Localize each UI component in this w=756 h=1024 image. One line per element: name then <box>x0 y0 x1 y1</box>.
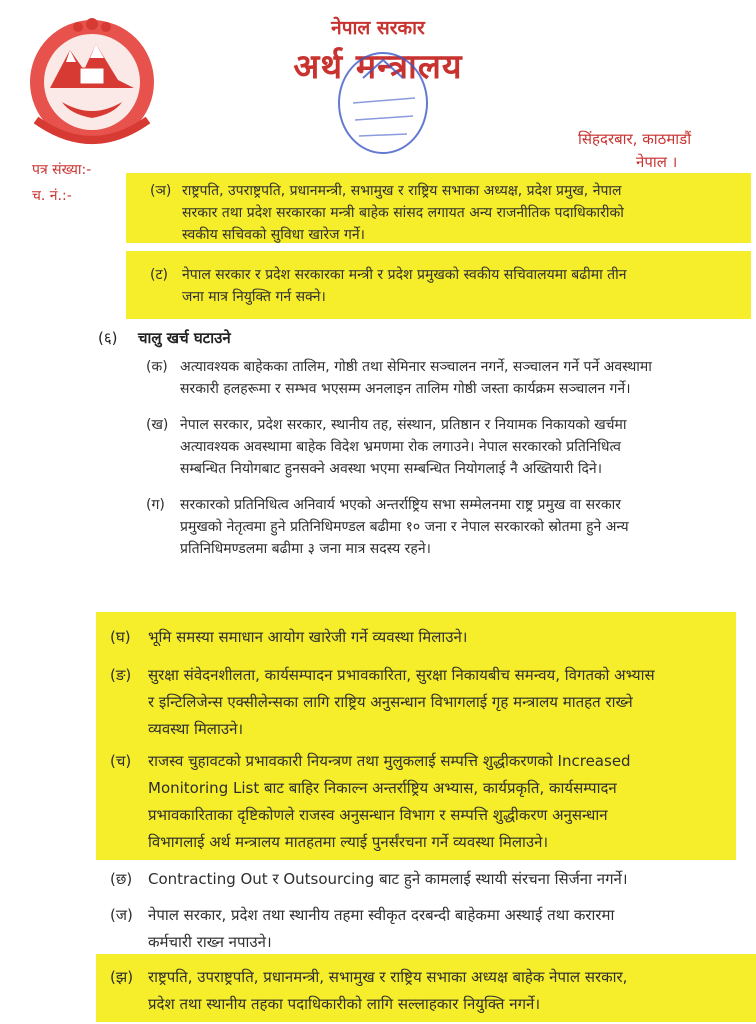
item-line: नेपाल सरकार, प्रदेश सरकार, स्थानीय तह, संस्थान, प्रतिष्ठान र नियामक निकायको खर्चमा <box>180 417 627 433</box>
item-label: (च) <box>110 752 132 770</box>
item-line: प्रभावकारिताका दृष्टिकोणले राजस्व अनुसन्धान विभाग र सम्पत्ति शुद्धीकरण अनुसन्धान <box>148 806 608 824</box>
section-number: (६) <box>98 329 118 347</box>
item-line: अत्यावश्यक बाहेकका तालिम, गोष्ठी तथा सेमिनार सञ्चालन नगर्ने, सञ्चालन गर्ने पर्ने अवस्थामा <box>180 359 652 375</box>
item-label: (झ) <box>110 968 134 986</box>
item-label: (ञ) <box>150 183 172 199</box>
ministry-stamp-icon <box>333 48 433 158</box>
item-label: (ङ) <box>110 666 132 684</box>
item-label: (ट) <box>150 267 168 283</box>
office-address <box>578 128 728 174</box>
item-line: सम्बन्धित नियोगबाट हुनसक्ने अवस्था भएमा सम्बन्धित नियोगलाई नै अख्तियारी दिने। <box>180 461 603 477</box>
item-line: जना मात्र नियुक्ति गर्न सक्ने। <box>182 289 326 305</box>
item-line: विभागलाई अर्थ मन्त्रालय मातहतमा ल्याई पुनर्संरचना गर्ने व्यवस्था मिलाउने। <box>148 833 549 851</box>
address-country: नेपाल । <box>636 153 678 171</box>
address-line: सिंहदरबार, काठमाडौं <box>578 130 692 148</box>
item-line: स्वकीय सचिवको सुविधा खारेज गर्ने। <box>182 227 365 243</box>
government-title: नेपाल सरकार <box>331 17 425 39</box>
item-line: व्यवस्था मिलाउने। <box>148 720 244 738</box>
item-line: भूमि समस्या समाधान आयोग खारेजी गर्ने व्यवस्था मिलाउने। <box>148 628 468 646</box>
item-line: राजस्व चुहावटको प्रभावकारी नियन्त्रण तथा मुलुकलाई सम्पत्ति शुद्धीकरणको Increased <box>148 752 631 770</box>
item-label: (घ) <box>110 628 131 646</box>
item-line: प्रदेश तथा स्थानीय तहका पदाधिकारीको लागि सल्लाहकार नियुक्ति नगर्ने। <box>148 995 541 1013</box>
ministry-title: अर्थ मन्त्रालय <box>293 47 463 87</box>
item-label: (ज) <box>110 906 133 924</box>
item-line: सुरक्षा संवेदनशीलता, कार्यसम्पादन प्रभावकारिता, सुरक्षा निकायबीच समन्वय, विगतको अभ्यास <box>148 666 655 684</box>
item-label: (क) <box>146 359 168 375</box>
item-line: नेपाल सरकार र प्रदेश सरकारका मन्त्री र प्रदेश प्रमुखको स्वकीय सचिवालयमा बढीमा तीन <box>182 267 627 283</box>
item-line: अत्यावश्यक अवस्थामा बाहेक विदेश भ्रमणमा रोक लगाउने। नेपाल सरकारको प्रतिनिधित्व <box>180 439 621 455</box>
item-line: सरकार तथा प्रदेश सरकारका मन्त्री बाहेक सांसद लगायत अन्य राजनीतिक पदाधिकारीको <box>182 205 624 221</box>
letter-number-label: पत्र संख्या:- <box>32 162 92 178</box>
item-line: Monitoring List बाट बाहिर निकाल्न अन्तर्राष्ट्रिय अभ्यास, कार्यप्रकृति, कार्यसम्पादन <box>148 779 617 797</box>
item-line: राष्ट्रपति, उपराष्ट्रपति, प्रधानमन्त्री, सभामुख र राष्ट्रिय सभाका अध्यक्ष बाहेक नेपाल सरकार, <box>148 968 628 986</box>
item-line: सरकारको प्रतिनिधित्व अनिवार्य भएको अन्तर्राष्ट्रिय सभा सम्मेलनमा राष्ट्र प्रमुख वा सरकार <box>180 497 621 513</box>
item-line: र इन्टिलिजेन्स एक्सीलेन्सका लागि राष्ट्रिय अनुसन्धान विभागलाई गृह मन्त्रालय मातहत राख्ने <box>148 693 633 711</box>
item-line: Contracting Out र Outsourcing बाट हुने कामलाई स्थायी संरचना सिर्जना नगर्ने। <box>148 870 628 888</box>
item-label: (ग) <box>146 497 165 513</box>
item-line: राष्ट्रपति, उपराष्ट्रपति, प्रधानमन्त्री, सभामुख र राष्ट्रिय सभाका अध्यक्ष, प्रदेश प्रमुख, नेपाल <box>182 183 622 199</box>
item-label: (छ) <box>110 870 133 888</box>
section-title: चालु खर्च घटाउने <box>138 329 231 347</box>
item-line: नेपाल सरकार, प्रदेश तथा स्थानीय तहमा स्वीकृत दरबन्दी बाहेकमा अस्थाई तथा करारमा <box>148 906 615 924</box>
item-label: (ख) <box>146 417 169 433</box>
item-line: प्रतिनिधिमण्डलमा बढीमा ३ जना मात्र सदस्य रहने। <box>180 541 431 557</box>
dispatch-number-label: च. नं.:- <box>32 188 72 204</box>
section-heading <box>98 328 231 348</box>
item-line: सरकारी हलहरूमा र सम्भव भएसम्म अनलाइन तालिम गोष्ठी जस्ता कार्यक्रम सञ्चालन गर्ने। <box>180 381 631 397</box>
item-line: कर्मचारी राख्न नपाउने। <box>148 933 272 951</box>
item-line: प्रमुखको नेतृत्वमा हुने प्रतिनिधिमण्डल बढीमा १० जना र नेपाल सरकारको स्रोतमा हुने अन्य <box>180 519 629 535</box>
